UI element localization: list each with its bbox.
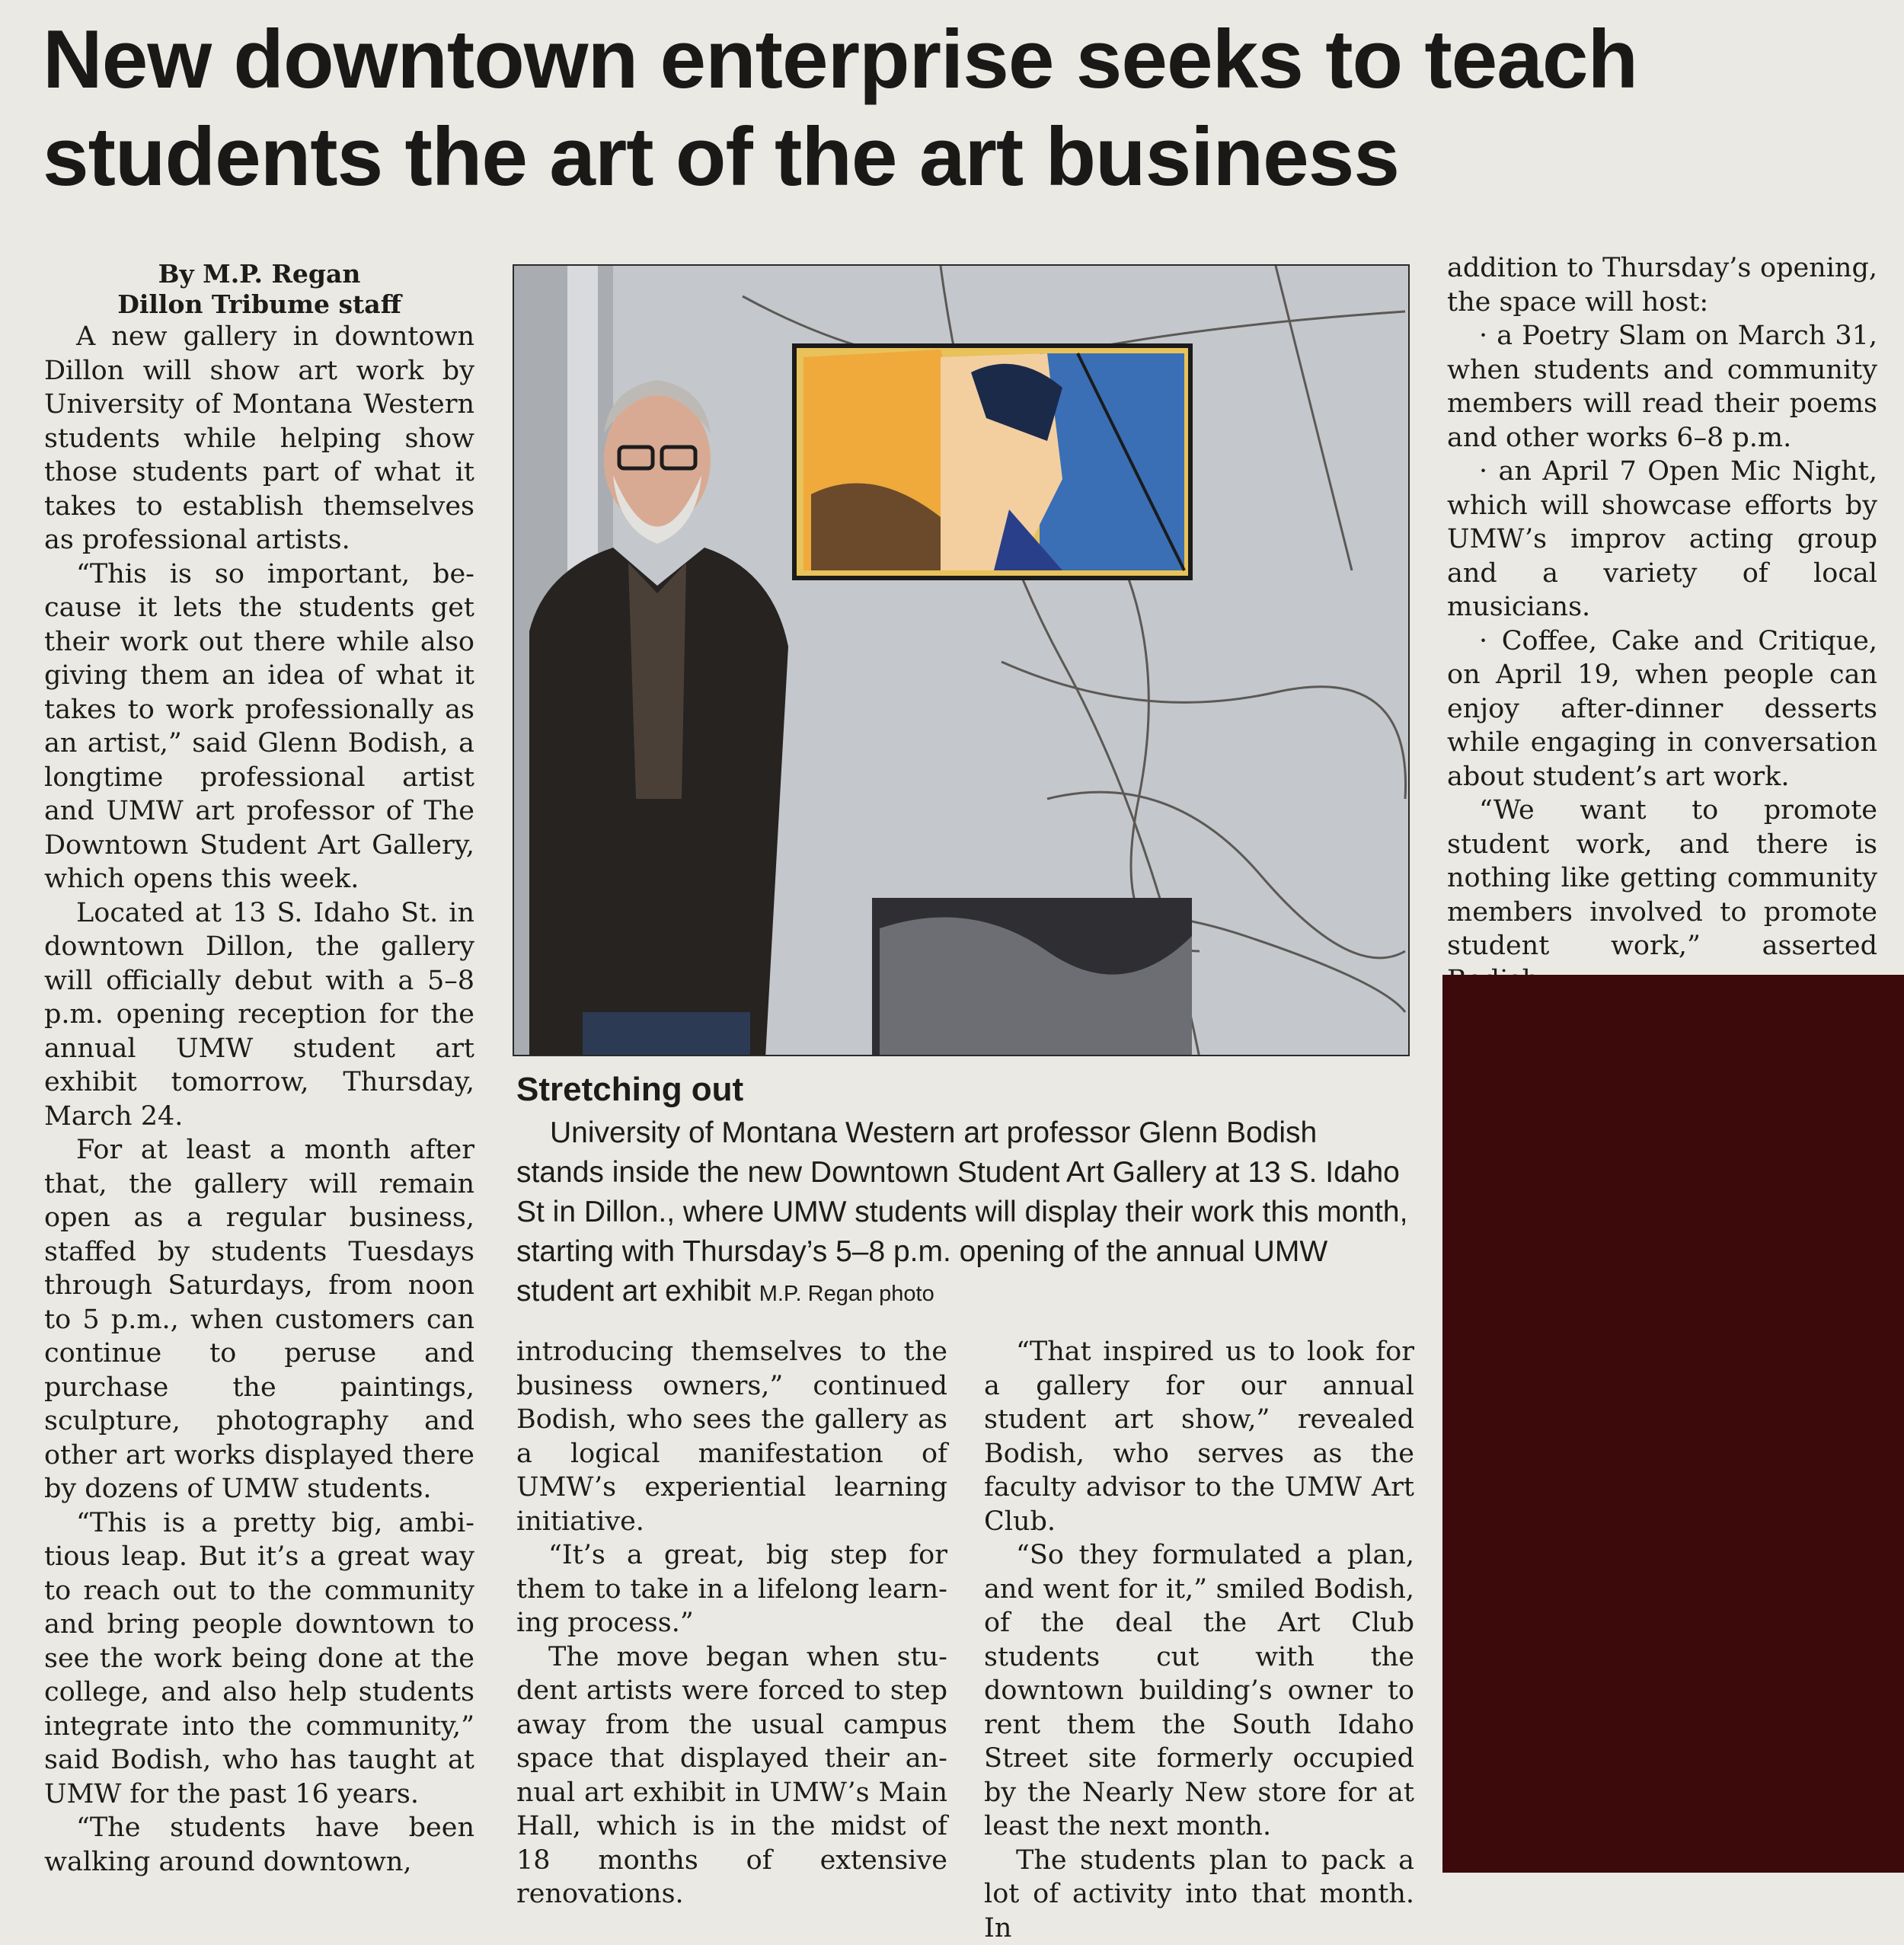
byline-org: Dillon Tribume staff — [44, 289, 474, 320]
paragraph: “So they formulated a plan, and went for it,” smiled Bodish, of the deal the Art Club students cut with the downtown building’s owner to rent them the South Idaho Street site formerly occupied by the Nearly New store for at least the next month. — [984, 1538, 1414, 1844]
paragraph: The students plan to pack a lot of activity into that month. In — [984, 1844, 1414, 1945]
headline: New downtown enterprise seeks to teach students the art of the art business — [43, 11, 1870, 206]
paragraph: “The students have been walking around downtown, — [44, 1811, 474, 1879]
paragraph: Located at 13 S. Idaho St. in downtown Dillon, the gallery will officially debut with a 5–8 p.m. opening reception for the annual UMW student art exhibit tomorrow, Thursday, March 24. — [44, 896, 474, 1134]
bullet-item: · Coffee, Cake and Critique, on April 19, when people can enjoy after-dinner desserts while engaging in conversation about student’s art work. — [1447, 624, 1877, 794]
byline-name: By M.P. Regan — [44, 259, 474, 289]
paragraph: introducing themselves to the business owners,” continued Bodish, who sees the gallery as a logical manifestation of UMW’s experiential learning initiative. — [516, 1335, 947, 1538]
article-column-1 — [44, 259, 474, 1879]
caption-title: Stretching out — [516, 1070, 1407, 1110]
photo-caption — [516, 1113, 1411, 1314]
bullet-item: · a Poetry Slam on March 31, when students and community members will read their poems and other works 6–8 p.m. — [1447, 319, 1877, 455]
bullet-item: · an April 7 Open Mic Night, which will showcase efforts by UMW’s improv acting group and a variety of local musicians. — [1447, 455, 1877, 624]
paragraph: A new gallery in downtown Dillon will show art work by University of Montana Western students while helping show those students part of what it takes to establish themselves as professional artists. — [44, 320, 474, 557]
photo-credit: M.P. Regan photo — [759, 1282, 934, 1306]
paragraph: For at least a month after that, the gallery will remain open as a regular business, staffed by students Tuesdays through Saturdays, from noon to 5 p.m., when customers can continue to peruse and purchase the paintings, sculpture, photography and other art works displayed there by dozens of UMW students. — [44, 1133, 474, 1506]
paragraph: The move began when student artists were forced to step away from the usual campus space that displayed their annual art exhibit in UMW’s Main Hall, which is in the midst of 18 months of extensive renovations. — [516, 1640, 947, 1911]
pop-art-painting — [794, 346, 1190, 578]
paragraph: addition to Thursday’s opening, the space will host: — [1447, 251, 1877, 319]
paragraph: “That inspired us to look for a gallery for our annual student art show,” revealed Bodish, who serves as the faculty advisor to the UMW Art Club. — [984, 1335, 1414, 1538]
paragraph: “We want to promote student work, and there is nothing like getting community members involved to promote student work,” asserted — [1447, 794, 1877, 997]
gallery-photo — [513, 264, 1410, 1056]
caption-text: University of Montana Western art professor Glenn Bodish stands inside the new Downtown Student Art Gallery at 13 S. Idaho St in Dillon., where UMW students will display their work this month, starting with Thursday’s 5–8 p.m. opening of the annual UMW student art exhibit — [516, 1116, 1407, 1308]
paragraph: “It’s a great, big step for them to take in a lifelong learning process.” — [516, 1538, 947, 1640]
paragraph: “This is a pretty big, ambitious leap. But it’s a great way to reach out to the community and bring people downtown to see the work being done at the college, and also help students integrate into the community,” said Bodish, who has taught at UMW for the past 16 years. — [44, 1506, 474, 1812]
article-column-2 — [516, 1335, 947, 1911]
paragraph: “This is so important, because it lets the students get their work out there while also giving them an idea of what it takes to work professionally as an artist,” said Glenn Bodish, a longtime professional artist and UMW art professor of The Downtown Student Art Gallery, which opens this week. — [44, 557, 474, 896]
article-column-3 — [984, 1335, 1414, 1945]
dark-ad-block — [1442, 975, 1904, 1873]
article-column-4 — [1447, 251, 1877, 997]
photo-illustration — [514, 266, 1410, 1056]
